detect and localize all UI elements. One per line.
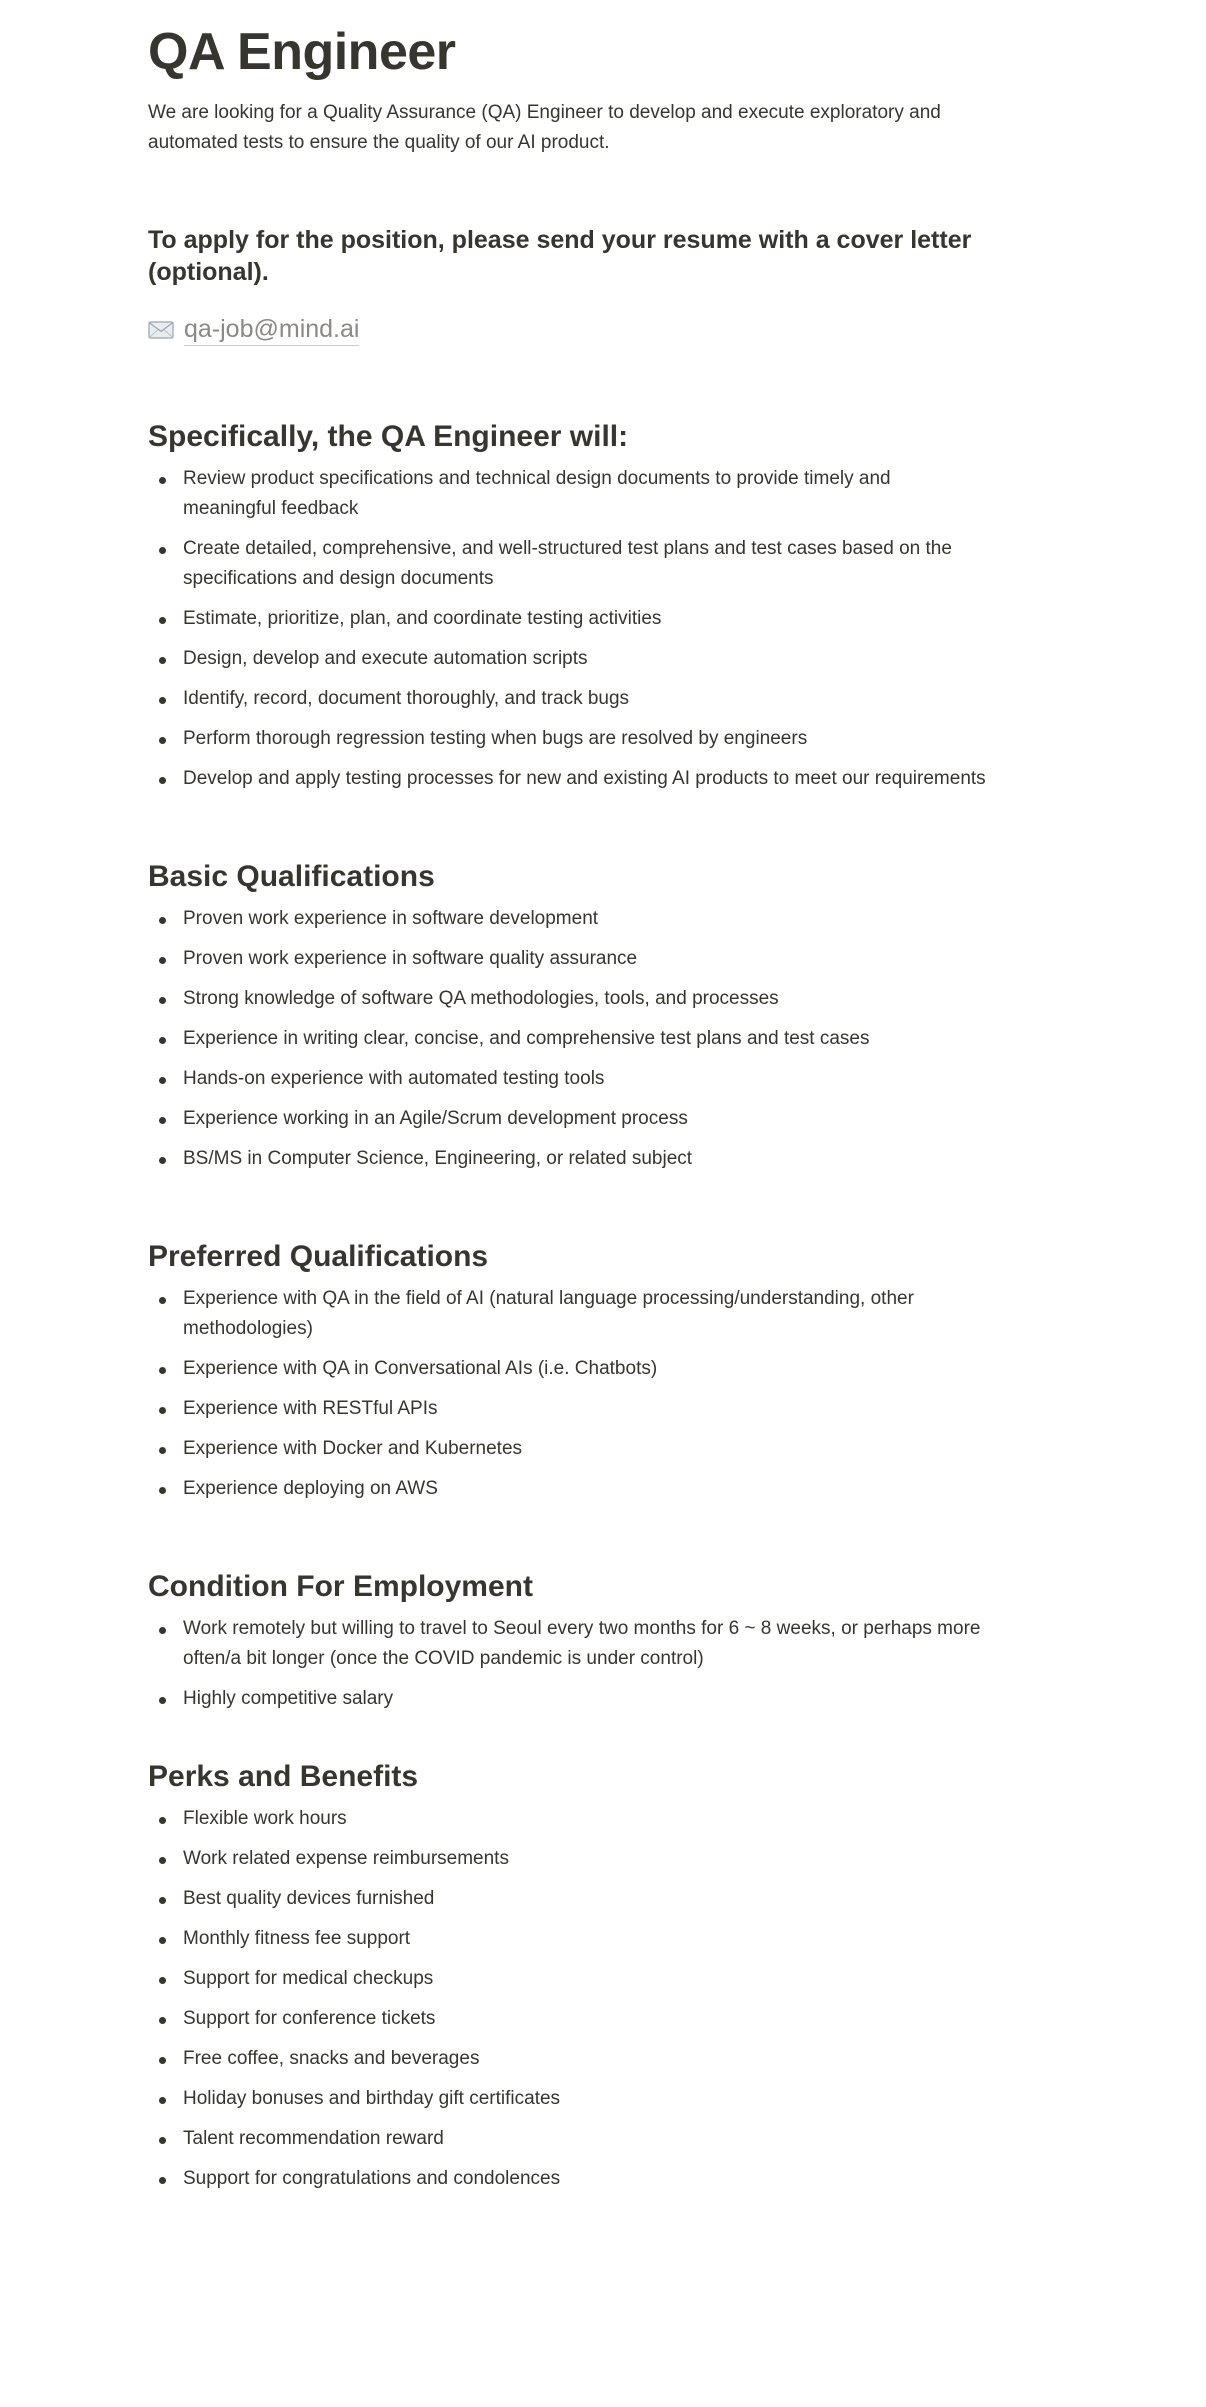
section-heading: Preferred Qualifications [148,1240,489,1273]
section-heading: Specifically, the QA Engineer will: [148,420,629,453]
section-responsibilities [148,418,988,794]
list-item: Free coffee, snacks and beverages [148,2044,988,2074]
section-basic-qualifications [148,858,988,1174]
section-heading: Condition For Employment [148,1570,533,1603]
list-item: BS/MS in Computer Science, Engineering, or related subject [148,1144,988,1174]
list-item: Work remotely but willing to travel to Seoul every two months for 6 ~ 8 weeks, or perhaps more often/a bit longer (once the COVID pandemic is under control) [148,1614,988,1674]
list-item: Estimate, prioritize, plan, and coordinate testing activities [148,604,988,634]
preferred-qualifications-list [148,1284,988,1504]
list-item: Experience with Docker and Kubernetes [148,1434,988,1464]
list-item: Hands-on experience with automated testing tools [148,1064,988,1094]
envelope-icon [148,321,174,339]
basic-qualifications-list [148,904,988,1174]
list-item: Review product specifications and technical design documents to provide timely and meaningful feedback [148,464,988,524]
list-item: Talent recommendation reward [148,2124,988,2154]
list-item: Strong knowledge of software QA methodologies, tools, and processes [148,984,988,1014]
section-condition-for-employment [148,1568,988,1714]
list-item: Highly competitive salary [148,1684,988,1714]
perks-list [148,1804,988,2194]
condition-list [148,1614,988,1714]
list-item: Work related expense reimbursements [148,1844,988,1874]
list-item: Monthly fitness fee support [148,1924,988,1954]
job-intro-text: We are looking for a Quality Assurance (QA) Engineer to develop and execute exploratory and automated tests to ensure the quality of our AI product. [148,102,941,153]
job-posting-content [148,0,988,2204]
list-item: Design, develop and execute automation scripts [148,644,988,674]
list-item: Create detailed, comprehensive, and well-structured test plans and test cases based on the specifications and design documents [148,534,988,594]
apply-heading: To apply for the position, please send your resume with a cover letter (optional). [148,226,972,286]
list-item: Best quality devices furnished [148,1884,988,1914]
list-item: Experience with QA in Conversational AIs (i.e. Chatbots) [148,1354,988,1384]
list-item: Experience working in an Agile/Scrum development process [148,1104,988,1134]
section-perks-and-benefits [148,1758,988,2194]
email-link[interactable]: qa-job@mind.ai [184,314,359,346]
email-contact [148,310,988,350]
responsibilities-list [148,464,988,794]
list-item: Support for congratulations and condolences [148,2164,988,2194]
section-heading: Basic Qualifications [148,860,435,893]
list-item: Support for conference tickets [148,2004,988,2034]
list-item: Holiday bonuses and birthday gift certificates [148,2084,988,2114]
list-item: Support for medical checkups [148,1964,988,1994]
list-item: Experience with QA in the field of AI (natural language processing/understanding, other methodologies) [148,1284,988,1344]
section-preferred-qualifications [148,1238,988,1504]
list-item: Proven work experience in software quality assurance [148,944,988,974]
section-heading: Perks and Benefits [148,1760,419,1793]
list-item: Perform thorough regression testing when bugs are resolved by engineers [148,724,988,754]
list-item: Flexible work hours [148,1804,988,1834]
list-item: Experience with RESTful APIs [148,1394,988,1424]
list-item: Experience in writing clear, concise, and comprehensive test plans and test cases [148,1024,988,1054]
list-item: Proven work experience in software development [148,904,988,934]
page-title: QA Engineer [148,23,456,81]
list-item: Experience deploying on AWS [148,1474,988,1504]
list-item: Identify, record, document thoroughly, and track bugs [148,684,988,714]
list-item: Develop and apply testing processes for new and existing AI products to meet our requirements [148,764,988,794]
